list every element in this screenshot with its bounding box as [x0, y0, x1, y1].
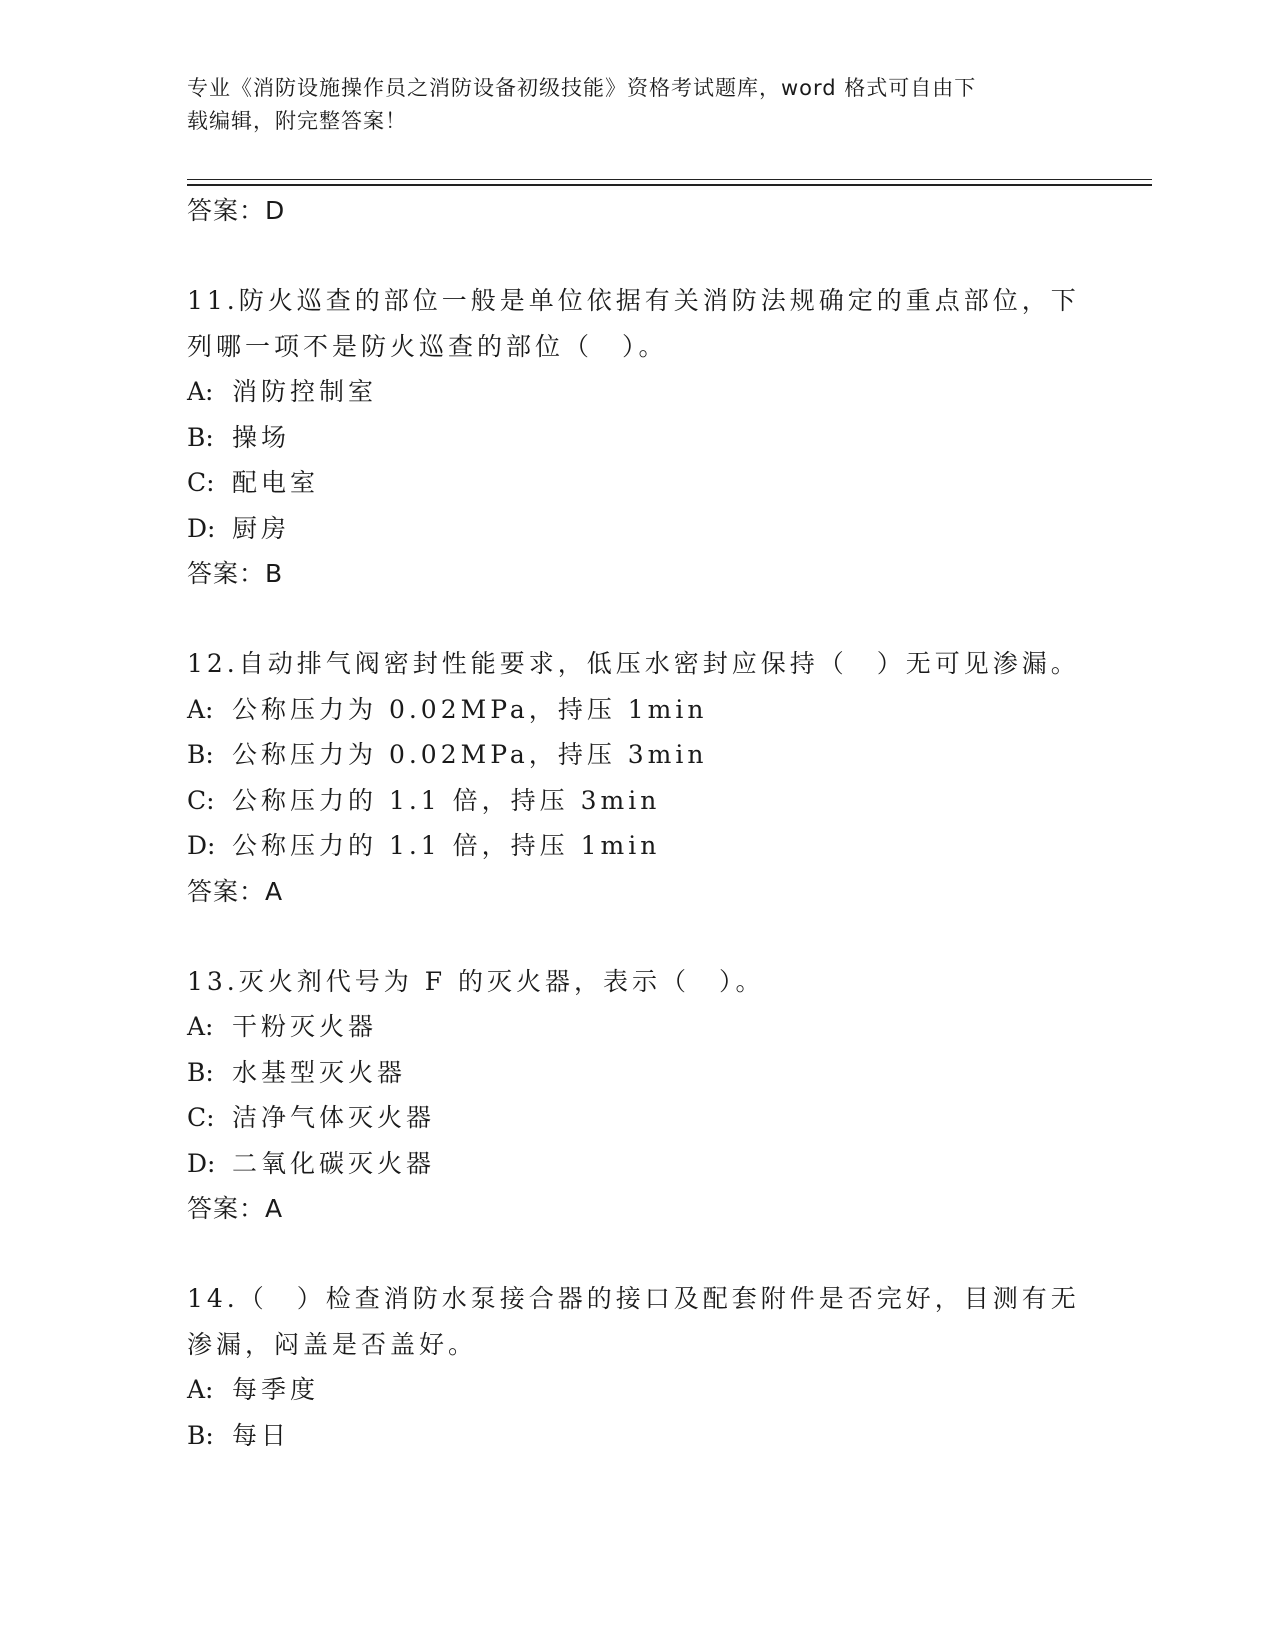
option-a [187, 1367, 1087, 1413]
answer-line: 答案：B [187, 559, 284, 588]
option-text: 公称压力的 1.1 倍，持压 1min [232, 831, 661, 860]
option-key: A: [187, 1375, 214, 1404]
answer-line: 答案：A [187, 876, 284, 906]
option-key: C: [187, 1103, 215, 1132]
option-key: C: [187, 785, 215, 815]
page-header [187, 72, 1087, 138]
option-key: B: [187, 1057, 214, 1087]
option-d [187, 823, 1087, 869]
option-text: 消防控制室 [232, 377, 378, 406]
option-text: 厨房 [232, 513, 291, 543]
option-key: A: [187, 694, 214, 724]
question-list [187, 188, 1087, 1458]
option-text: 二氧化碳灭火器 [232, 1148, 436, 1178]
question-12 [187, 641, 1087, 914]
option-text: 干粉灭火器 [232, 1012, 378, 1041]
option-c [187, 460, 1087, 506]
option-d [187, 1141, 1087, 1187]
option-key: A: [187, 1012, 214, 1041]
option-b [187, 732, 1087, 778]
question-text: 渗漏，闷盖是否盖好。 [187, 1329, 478, 1359]
option-text: 每日 [232, 1420, 291, 1450]
answer-line: 答案：D [187, 196, 286, 225]
option-text: 公称压力为 0.02MPa，持压 1min [232, 694, 708, 724]
question-text: 11.防火巡查的部位一般是单位依据有关消防法规确定的重点部位，下 [187, 286, 1080, 315]
question-text: 12.自动排气阀密封性能要求，低压水密封应保持（ ）无可见渗漏。 [187, 649, 1080, 678]
option-key: B: [187, 422, 214, 452]
option-a [187, 687, 1087, 733]
option-key: C: [187, 468, 215, 497]
question-11 [187, 278, 1087, 596]
header-line-2: 载编辑，附完整答案！ [187, 109, 407, 133]
option-c [187, 778, 1087, 824]
option-text: 洁净气体灭火器 [232, 1103, 436, 1132]
option-d [187, 506, 1087, 552]
option-text: 配电室 [232, 468, 320, 497]
option-key: A: [187, 377, 214, 406]
option-text: 水基型灭火器 [232, 1057, 407, 1087]
option-key: B: [187, 1420, 214, 1450]
option-b [187, 1413, 1087, 1459]
option-text: 公称压力为 0.02MPa，持压 3min [232, 740, 708, 769]
option-key: B: [187, 740, 214, 769]
option-text: 操场 [232, 422, 291, 452]
option-b [187, 415, 1087, 461]
question-text: 13.灭火剂代号为 F 的灭火器，表示（ ）。 [187, 966, 765, 996]
option-key: D: [187, 831, 216, 860]
question-text: 列哪一项不是防火巡查的部位（ ）。 [187, 331, 668, 361]
option-key: D: [187, 513, 216, 543]
option-c [187, 1095, 1087, 1141]
header-line-1: 专业《消防设施操作员之消防设备初级技能》资格考试题库，word 格式可自由下 [187, 76, 977, 100]
option-a [187, 1004, 1087, 1050]
option-b [187, 1050, 1087, 1096]
header-rule-thin [187, 179, 1152, 180]
header-rule-thick [187, 184, 1152, 186]
option-a [187, 369, 1087, 415]
question-14 [187, 1276, 1087, 1458]
answer-line: 答案：A [187, 1194, 284, 1223]
option-text: 每季度 [232, 1375, 320, 1404]
option-key: D: [187, 1148, 216, 1178]
option-text: 公称压力的 1.1 倍，持压 3min [232, 785, 661, 815]
question-13 [187, 959, 1087, 1232]
question-text: 14.（ ）检查消防水泵接合器的接口及配套附件是否完好，目测有无 [187, 1284, 1080, 1313]
